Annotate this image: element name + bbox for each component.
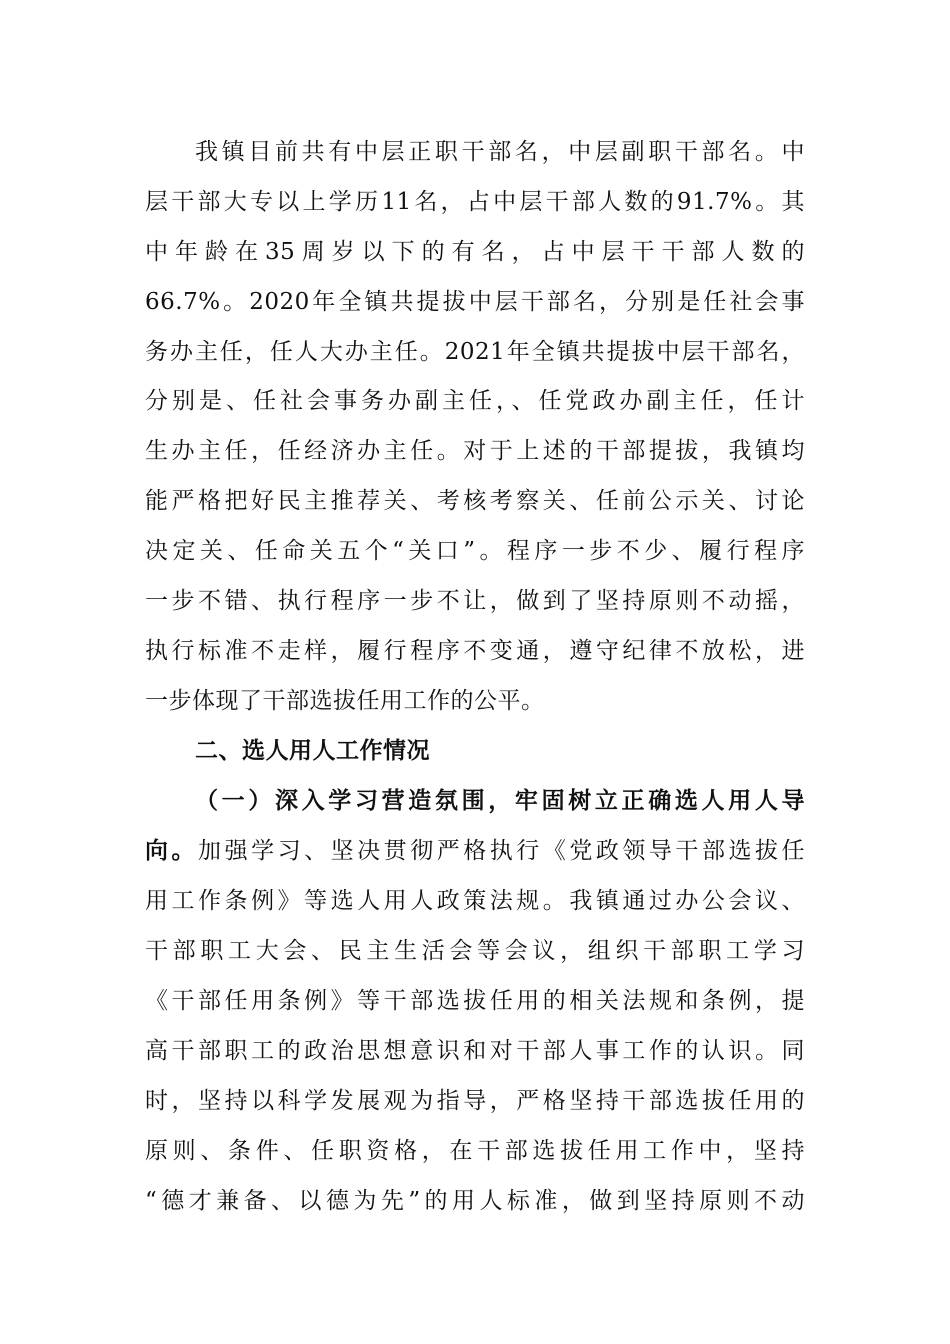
paragraph-text: 加强学习、坚决贯彻严格执行《党政领导干部选拔任: [198, 838, 806, 864]
paragraph-line: 分别是、任社会事务办副主任，、任党政办副主任，任计: [145, 388, 805, 414]
paragraph-line: 中年龄在35周岁以下的有名，占中层干干部人数的: [145, 239, 805, 265]
paragraph-line: 《干部任用条例》等干部选拔任用的相关法规和条例，提: [145, 988, 805, 1014]
paragraph-line: 务办主任，任人大办主任。2021年全镇共提拔中层干部名，: [145, 339, 805, 365]
paragraph-line: 时，坚持以科学发展观为指导，严格坚持干部选拔任用的: [145, 1088, 805, 1114]
paragraph-line: 层干部大专以上学历11名，占中层干部人数的91.7%。其: [145, 189, 805, 215]
paragraph-line: 一步体现了干部选拔任用工作的公平。: [145, 688, 545, 714]
paragraph-line: 能严格把好民主推荐关、考核考察关、任前公示关、讨论: [145, 488, 805, 514]
subsection-title-end: 向。: [145, 837, 199, 864]
section-heading: 二、选人用人工作情况: [195, 737, 430, 764]
paragraph-line: [145, 834, 805, 868]
paragraph-line: “德才兼备、以德为先”的用人标准，做到坚持原则不动: [145, 1188, 805, 1214]
paragraph-line: 决定关、任命关五个“关口”。程序一步不少、履行程序: [145, 538, 805, 564]
paragraph-line: 我镇目前共有中层正职干部名，中层副职干部名。中: [195, 139, 805, 165]
paragraph-line: 高干部职工的政治思想意识和对干部人事工作的认识。同: [145, 1038, 805, 1064]
paragraph-line: 生办主任，任经济办主任。对于上述的干部提拔，我镇均: [145, 438, 805, 464]
paragraph-line: 执行标准不走样，履行程序不变通，遵守纪律不放松，进: [145, 638, 805, 664]
paragraph-line: 原则、条件、任职资格，在干部选拔任用工作中，坚持: [145, 1138, 805, 1164]
paragraph-line: 一步不错、执行程序一步不让，做到了坚持原则不动摇，: [145, 588, 805, 614]
paragraph-line: 用工作条例》等选人用人政策法规。我镇通过办公会议、: [145, 888, 805, 914]
paragraph-line: 66.7%。2020年全镇共提拔中层干部名，分别是任社会事: [145, 289, 805, 315]
paragraph-line: 干部职工大会、民主生活会等会议，组织干部职工学习: [145, 938, 805, 964]
subsection-title: （一）深入学习营造氛围，牢固树立正确选人用人导: [195, 787, 805, 814]
